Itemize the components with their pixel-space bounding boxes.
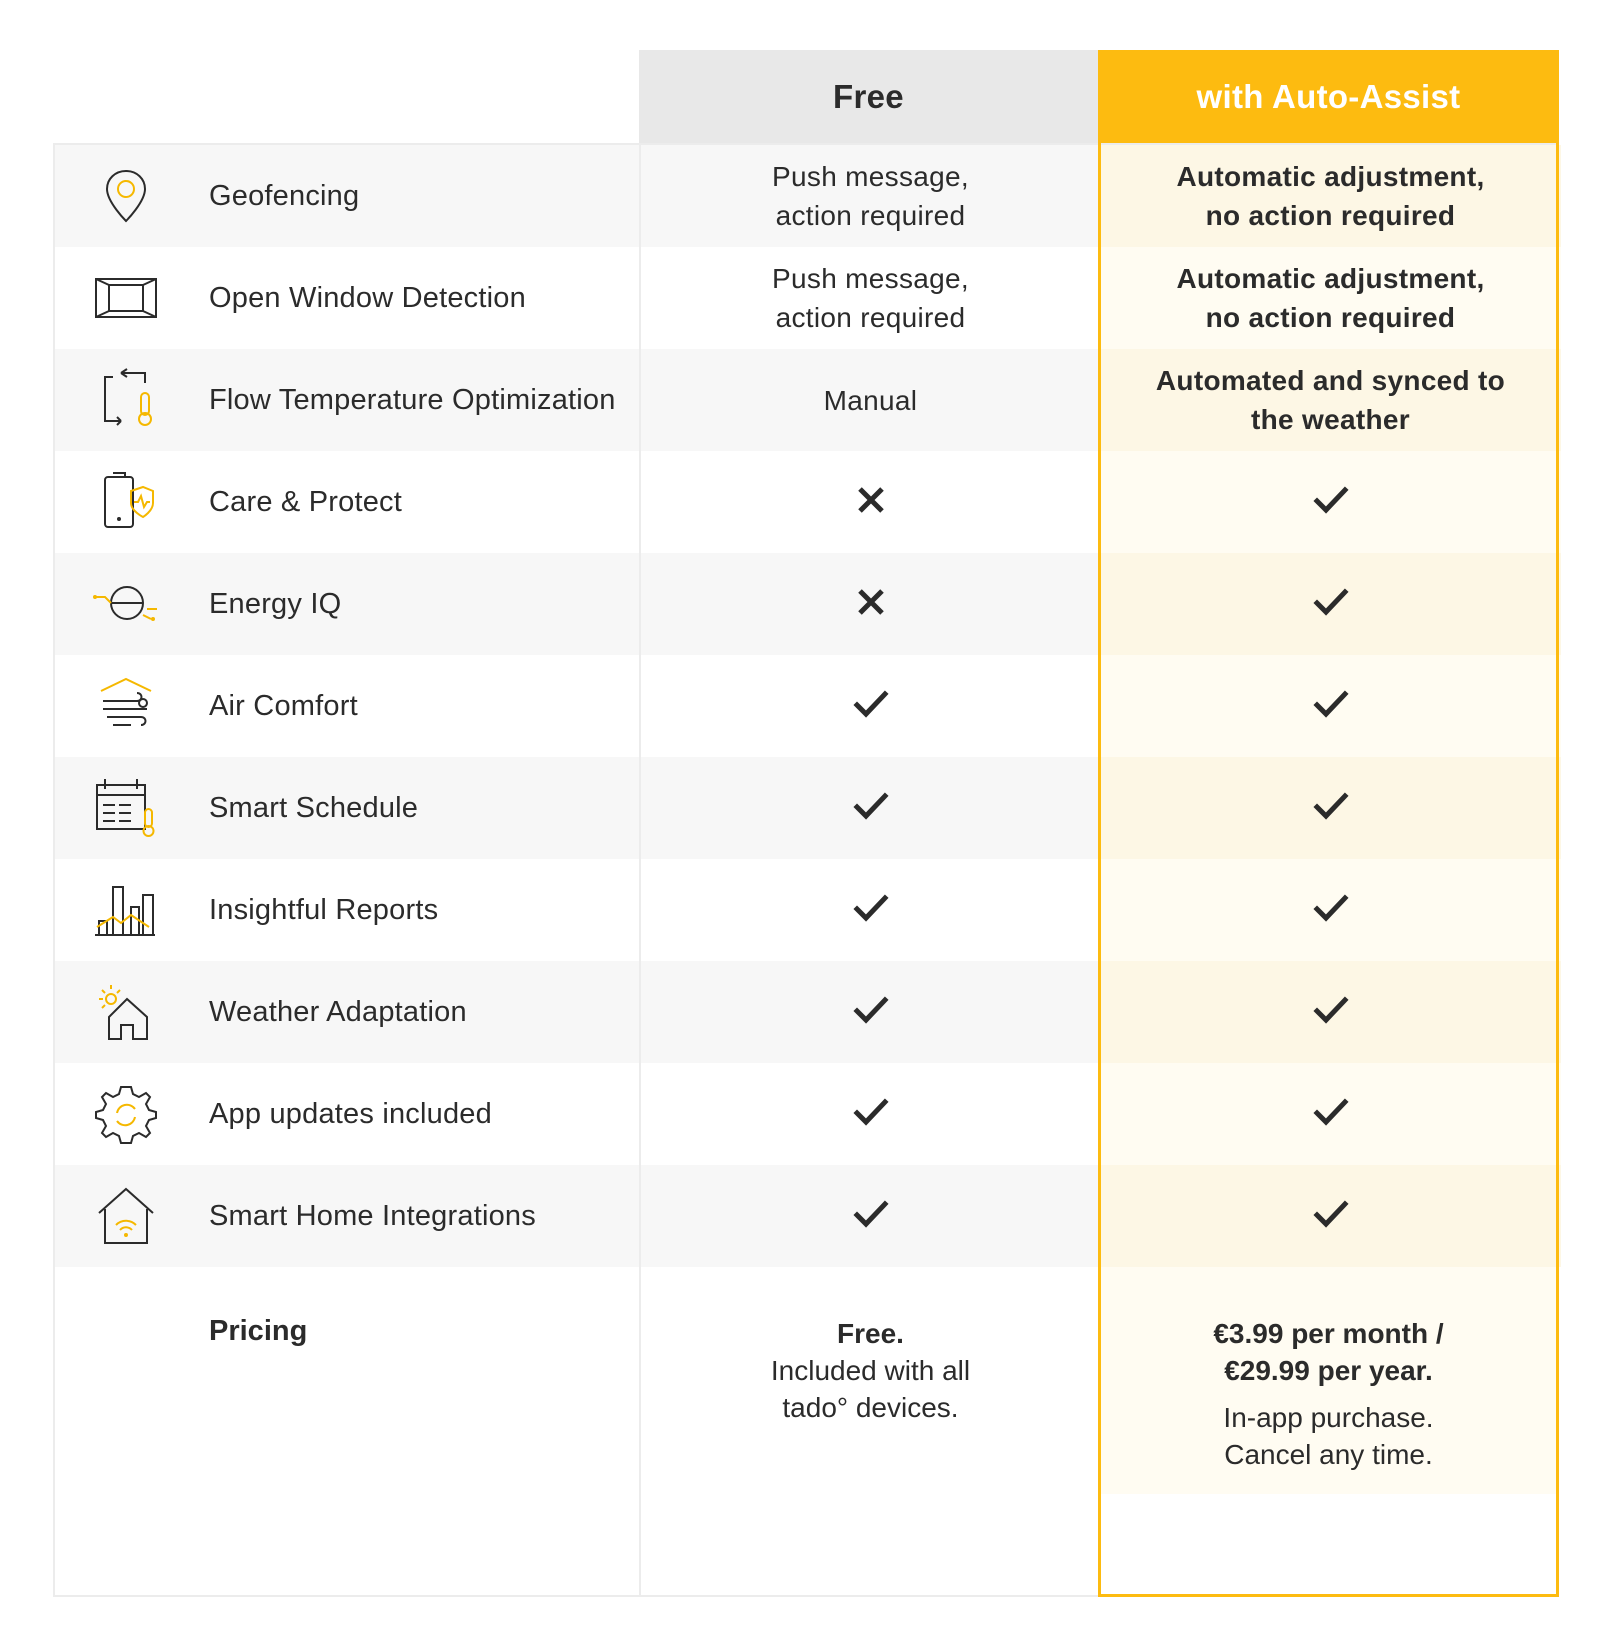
feature-row bbox=[55, 247, 1561, 349]
auto-assist-value bbox=[1100, 1063, 1561, 1165]
feature-cell bbox=[55, 451, 641, 553]
free-value-text: Push message, action required bbox=[772, 263, 969, 333]
auto-assist-value bbox=[1100, 553, 1561, 655]
free-value bbox=[641, 961, 1100, 1063]
feature-cell bbox=[55, 247, 641, 349]
check-icon bbox=[851, 1092, 891, 1132]
feature-row bbox=[55, 1063, 1561, 1165]
auto-assist-value bbox=[1100, 247, 1561, 349]
feature-label: Air Comfort bbox=[209, 689, 358, 722]
energy-iq-icon bbox=[91, 571, 161, 637]
feature-label: Open Window Detection bbox=[209, 281, 526, 314]
check-icon bbox=[851, 1194, 891, 1234]
cross-icon bbox=[851, 582, 891, 622]
feature-label: App updates included bbox=[209, 1097, 492, 1130]
free-value bbox=[641, 145, 1100, 247]
feature-cell bbox=[55, 757, 641, 859]
free-value bbox=[641, 247, 1100, 349]
free-value-text: Push message, action required bbox=[772, 161, 969, 231]
feature-cell bbox=[55, 859, 641, 961]
check-icon bbox=[851, 786, 891, 826]
auto-assist-value bbox=[1100, 451, 1561, 553]
care-protect-icon bbox=[91, 469, 161, 535]
location-pin-icon bbox=[91, 163, 161, 229]
free-value bbox=[641, 1063, 1100, 1165]
feature-row bbox=[55, 859, 1561, 961]
feature-row bbox=[55, 145, 1561, 247]
feature-cell bbox=[55, 349, 641, 451]
feature-cell bbox=[55, 145, 641, 247]
reports-icon bbox=[91, 877, 161, 943]
flow-temperature-icon bbox=[91, 367, 161, 433]
comparison-table bbox=[53, 50, 1559, 1597]
auto-assist-value-text: Automatic adjustment, no action required bbox=[1176, 161, 1485, 231]
app-updates-gear-icon bbox=[91, 1081, 161, 1147]
pricing-auto bbox=[1100, 1315, 1557, 1473]
feature-cell bbox=[55, 1165, 641, 1267]
column-divider bbox=[1098, 145, 1100, 1595]
auto-assist-value bbox=[1100, 961, 1561, 1063]
check-icon bbox=[1311, 1194, 1351, 1234]
free-value bbox=[641, 451, 1100, 553]
pricing-free-title: Free. bbox=[837, 1318, 904, 1349]
feature-label: Smart Schedule bbox=[209, 791, 419, 824]
auto-assist-value-text: Automated and synced to the weather bbox=[1155, 365, 1506, 435]
feature-label: Geofencing bbox=[209, 179, 360, 212]
check-icon bbox=[851, 684, 891, 724]
check-icon bbox=[1311, 684, 1351, 724]
window-icon bbox=[91, 265, 161, 331]
check-icon bbox=[851, 888, 891, 928]
check-icon bbox=[1311, 888, 1351, 928]
pricing-auto-sub: In-app purchase. Cancel any time. bbox=[1223, 1402, 1434, 1470]
feature-label: Insightful Reports bbox=[209, 893, 439, 926]
smart-schedule-icon bbox=[91, 775, 161, 841]
feature-cell bbox=[55, 1063, 641, 1165]
check-icon bbox=[1311, 1092, 1351, 1132]
free-value bbox=[641, 1165, 1100, 1267]
auto-assist-value bbox=[1100, 859, 1561, 961]
auto-assist-value bbox=[1100, 655, 1561, 757]
feature-label: Smart Home Integrations bbox=[209, 1199, 536, 1232]
feature-row bbox=[55, 655, 1561, 757]
pricing-free bbox=[641, 1315, 1100, 1426]
feature-row bbox=[55, 757, 1561, 859]
pricing-free-sub: Included with all tado° devices. bbox=[770, 1355, 971, 1423]
auto-assist-value bbox=[1100, 145, 1561, 247]
auto-assist-value bbox=[1100, 1165, 1561, 1267]
feature-row bbox=[55, 451, 1561, 553]
feature-label: Energy IQ bbox=[209, 587, 342, 620]
check-icon bbox=[1311, 480, 1351, 520]
free-value-text: Manual bbox=[823, 384, 918, 416]
pricing-auto-title: €3.99 per month / €29.99 per year. bbox=[1213, 1318, 1444, 1386]
auto-assist-value bbox=[1100, 757, 1561, 859]
feature-label: Flow Temperature Optimization bbox=[209, 383, 616, 416]
check-icon bbox=[1311, 990, 1351, 1030]
auto-assist-value bbox=[1100, 349, 1561, 451]
column-header-free: Free bbox=[639, 50, 1098, 143]
feature-row bbox=[55, 961, 1561, 1063]
auto-assist-value-text: Automatic adjustment, no action required bbox=[1176, 263, 1485, 333]
feature-row bbox=[55, 553, 1561, 655]
column-header-auto-assist: with Auto-Assist bbox=[1098, 50, 1559, 143]
weather-house-icon bbox=[91, 979, 161, 1045]
pricing-row bbox=[55, 1267, 1557, 1494]
free-value bbox=[641, 757, 1100, 859]
feature-cell bbox=[55, 553, 641, 655]
feature-label: Care & Protect bbox=[209, 485, 402, 518]
smart-home-icon bbox=[91, 1183, 161, 1249]
feature-row bbox=[55, 349, 1561, 451]
air-comfort-icon bbox=[91, 673, 161, 739]
column-divider bbox=[639, 145, 641, 1595]
free-value bbox=[641, 553, 1100, 655]
free-value bbox=[641, 859, 1100, 961]
check-icon bbox=[851, 990, 891, 1030]
feature-cell bbox=[55, 961, 641, 1063]
feature-row bbox=[55, 1165, 1561, 1267]
cross-icon bbox=[851, 480, 891, 520]
free-value bbox=[641, 655, 1100, 757]
free-value bbox=[641, 349, 1100, 451]
check-icon bbox=[1311, 582, 1351, 622]
feature-cell bbox=[55, 655, 641, 757]
feature-rows bbox=[53, 143, 1559, 1597]
feature-label: Weather Adaptation bbox=[209, 995, 467, 1028]
pricing-label: Pricing bbox=[209, 1315, 308, 1347]
check-icon bbox=[1311, 786, 1351, 826]
